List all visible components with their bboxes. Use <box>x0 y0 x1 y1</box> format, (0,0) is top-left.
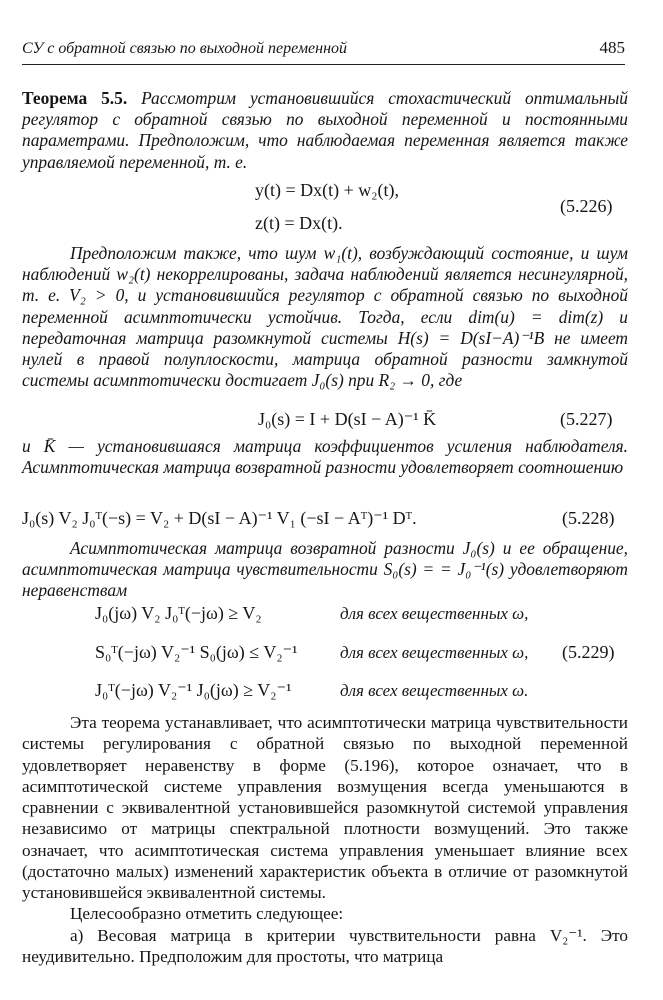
gain-matrix-paragraph: и K̄ — установившаяся матрица коэффициентов усиления наблюдателя. Асимптотическая матрица возвратной разности удовлетворяет соотношению <box>22 436 628 478</box>
page-number: 485 <box>599 38 625 57</box>
equation-5-228: J₀(s) V₂ J₀ᵀ(−s) = V₂ + D(sI − A)⁻¹ V₁ (−sI − Aᵀ)⁻¹ Dᵀ. <box>22 508 417 528</box>
running-title: СУ с обратной связью по выходной переменной <box>22 40 348 57</box>
equation-5-226-line1: y(t) = Dx(t) + w₂(t), <box>255 180 400 200</box>
theorem-text: Рассмотрим установившийся стохастический оптимальный регулятор с обратной связью по выходной переменной и постоянными параметрами. Предположим, что наблюдаемая переменная является также управляемой переменной, т. е. <box>22 88 628 172</box>
running-header <box>22 38 625 65</box>
theorem-statement <box>22 88 628 173</box>
assumptions-paragraph: Предположим также, что шум w₁(t), возбуждающий состояние, и шум наблюдений w₂(t) некоррелированы, задача наблюдений является несингулярной, т. е. V₂ > 0, и установившийся регулятор с обратной связью по выходной переменной асимптотически устойчив. Тогда, если dim(u) = dim(z) и передаточная матрица разомкнутой системы H(s) = D(sI−A)⁻¹B не имеет нулей в правой полуплоскости, матрица обратной разности замкнутой системы асимптотически достигает J₀(s) при R₂ → 0, где <box>22 243 628 391</box>
asymptotic-paragraph: Асимптотическая матрица возвратной разности J₀(s) и ее обращение, асимптотическая матрица чувствительности S₀(s) = = J₀⁻¹(s) удовлетворяют неравенствам <box>22 538 628 601</box>
equation-5-229-qualifier2: для всех вещественных ω, <box>340 643 529 662</box>
theorem-label: Теорема 5.5. <box>22 88 128 108</box>
equation-5-229-line3: J₀ᵀ(−jω) V₂⁻¹ J₀(jω) ≥ V₂⁻¹ <box>95 680 292 700</box>
equation-5-229-line1: J₀(jω) V₂ J₀ᵀ(−jω) ≥ V₂ <box>95 603 262 623</box>
equation-5-226-number: (5.226) <box>560 196 613 216</box>
equation-5-228-number: (5.228) <box>562 508 615 528</box>
equation-5-229-qualifier3: для всех вещественных ω. <box>340 681 529 700</box>
equation-5-229-line2: S₀ᵀ(−jω) V₂⁻¹ S₀(jω) ≤ V₂⁻¹ <box>95 642 298 662</box>
theorem-discussion-paragraph: Эта теорема устанавливает, что асимптотически матрица чувствительности системы регулирования с обратной связью по выходной переменной удовлетворяет неравенству в форме (5.196), которое означает, что в асимптотической системе управления возмущения всегда уменьшаются в сравнении с эквивалентной установившейся разомкнутой системой управления независимо от матрицы спектральной плотности возмущений. Это также означает, что асимптотическая система управления уменьшает влияние всех (достаточно малых) изменений характеристик объекта в отличие от разомкнутой установившейся эквивалентной системы. <box>22 713 628 903</box>
equation-5-227: J₀(s) = I + D(sI − A)⁻¹ K̄ <box>258 409 437 429</box>
remark-a: а) Весовая матрица в критерии чувствительности равна V₂⁻¹. Это неудивительно. Предположим для простоты, что матрица <box>22 926 628 967</box>
equation-5-229-qualifier1: для всех вещественных ω, <box>340 604 529 623</box>
equation-5-229-number: (5.229) <box>562 642 615 662</box>
remark-intro: Целесообразно отметить следующее: <box>70 904 344 923</box>
equation-5-227-number: (5.227) <box>560 409 613 429</box>
equation-5-226-line2: z(t) = Dx(t). <box>255 213 343 233</box>
